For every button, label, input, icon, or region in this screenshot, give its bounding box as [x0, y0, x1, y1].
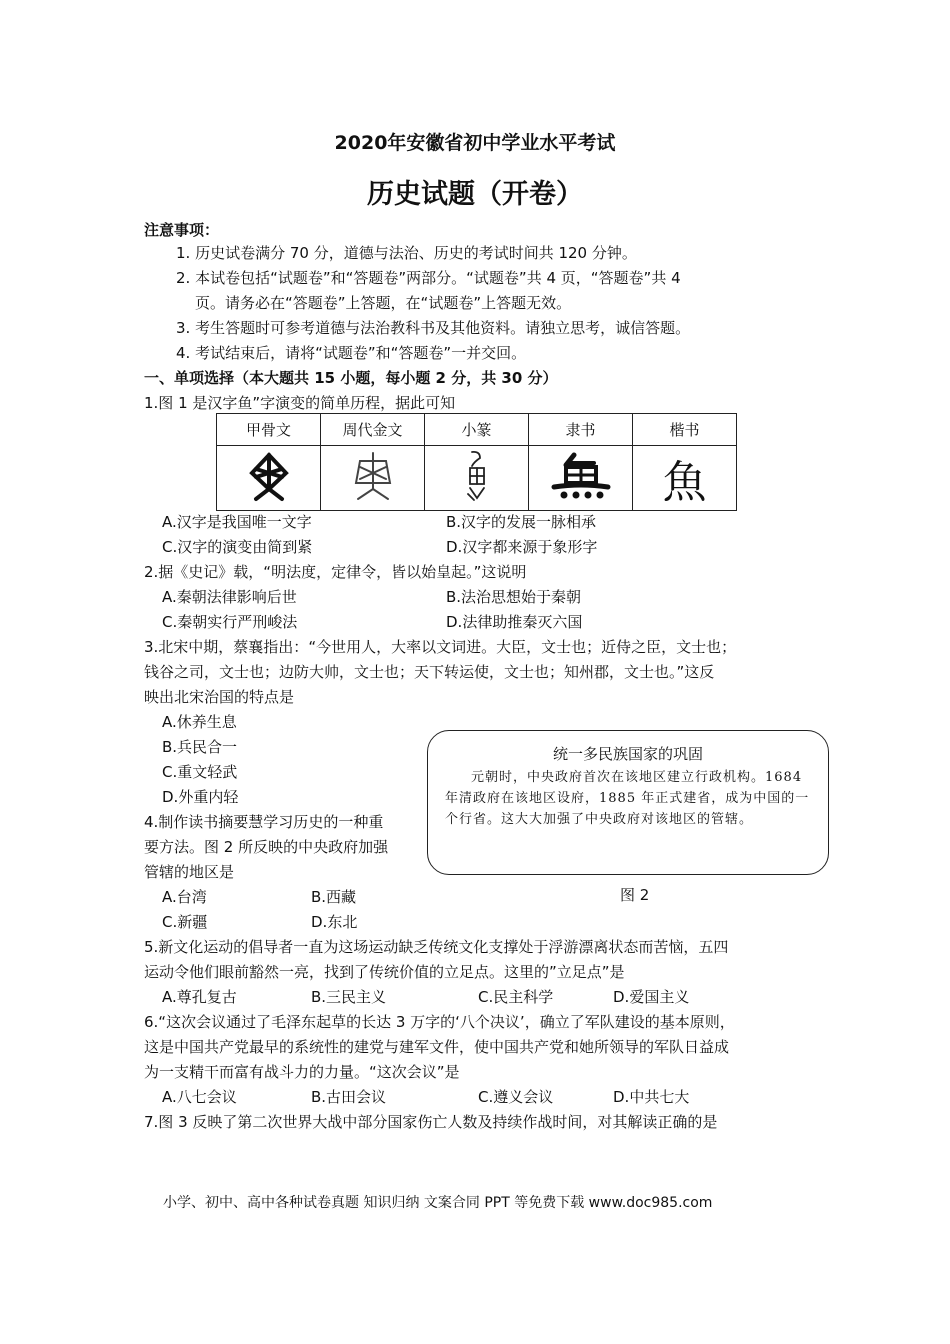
q5-option-b: B.三民主义: [311, 988, 387, 1006]
q6-stem-line-2: 这是中国共产党最早的系统性的建党与建军文件，使中国共产党和她所领导的军队日益成: [144, 1038, 730, 1056]
q5-stem-line-2: 运动令他们眼前豁然一亮，找到了传统价值的立足点。这里的”立足点”是: [144, 963, 625, 981]
header-clerical: 隶书: [529, 414, 633, 446]
notice-heading: 注意事项：: [144, 221, 220, 239]
notice-item-3: 3. 考生答题时可参考道德与法治教科书及其他资料。请独立思考，诚信答题。: [176, 319, 691, 337]
q1-option-a: A.汉字是我国唯一文字: [162, 513, 312, 531]
q3-stem-line-3: 映出北宋治国的特点是: [144, 688, 295, 706]
page-footer: 小学、初中、高中各种试卷真题 知识归纳 文案合同 PPT 等免费下载 www.doc985.com: [163, 1195, 713, 1211]
q2-option-a: A.秦朝法律影响后世: [162, 588, 297, 606]
fish-small-seal-glyph: [450, 448, 504, 504]
q4-option-c: C.新疆: [162, 913, 208, 931]
q3-stem-line-2: 钱谷之司，文士也；边防大帅，文士也；天下转运使，文士也；知州郡，文士也。”这反: [144, 663, 715, 681]
q2-option-c: C.秦朝实行严刑峻法: [162, 613, 298, 631]
q3-option-c: C.重文轻武: [162, 763, 238, 781]
q6-stem-line-1: 6.“这次会议通过了毛泽东起草的长达 3 万字的‘八个决议’，确立了军队建设的基本原则，: [144, 1013, 735, 1031]
q1-option-b: B.汉字的发展一脉相承: [446, 513, 597, 531]
header-bronze: 周代金文: [321, 414, 425, 446]
q5-option-a: A.尊孔复古: [162, 988, 237, 1006]
figure-2-text: 元朝时，中央政府首次在该地区建立行政机构。1684 年清政府在该地区设府，1885 年正式建省，成为中国的一个行省。这大大加强了中央政府对该地区的管辖。: [445, 770, 810, 827]
glyph-oracle-bone: [217, 446, 321, 511]
glyph-small-seal: [425, 446, 529, 511]
q4-option-d: D.东北: [311, 913, 358, 931]
figure-2-box: [427, 730, 829, 875]
q4-option-b: B.西藏: [311, 888, 357, 906]
fish-oracle-bone-glyph: [242, 449, 296, 503]
q5-option-c: C.民主科学: [478, 988, 554, 1006]
notice-item-1: 1. 历史试卷满分 70 分，道德与法治、历史的考试时间共 120 分钟。: [176, 244, 637, 262]
q2-option-b: B.法治思想始于秦朝: [446, 588, 582, 606]
notice-item-4: 4. 考试结束后，请将“试题卷”和“答题卷”一并交回。: [176, 344, 527, 362]
q3-option-d: D.外重内轻: [162, 788, 239, 806]
q6-option-b: B.古田会议: [311, 1088, 387, 1106]
notice-item-2-cont: 页。请务必在“答题卷”上答题，在“试题卷”上答题无效。: [195, 294, 572, 312]
q6-option-c: C.遵义会议: [478, 1088, 554, 1106]
q5-stem-line-1: 5.新文化运动的倡导者一直为这场运动缺乏传统文化支撑处于浮游漂离状态而苦恼，五四: [144, 938, 729, 956]
q1-option-d: D.汉字都来源于象形字: [446, 538, 598, 556]
header-regular: 楷书: [633, 414, 737, 446]
section-heading: 一、单项选择（本大题共 15 小题，每小题 2 分，共 30 分）: [144, 369, 558, 387]
q2-option-d: D.法律助推秦灭六国: [446, 613, 583, 631]
q3-option-a: A.休养生息: [162, 713, 237, 731]
q5-option-d: D.爱国主义: [613, 988, 690, 1006]
notice-item-2: 2. 本试卷包括“试题卷”和“答题卷”两部分。“试题卷”共 4 页，“答题卷”共 4: [176, 269, 681, 287]
glyph-clerical: [529, 446, 633, 511]
q6-option-a: A.八七会议: [162, 1088, 237, 1106]
header-small-seal: 小篆: [425, 414, 529, 446]
glyph-regular: 魚: [633, 446, 737, 511]
q6-option-d: D.中共七大: [613, 1088, 690, 1106]
q1-option-c: C.汉字的演变由简到紧: [162, 538, 313, 556]
q7-stem: 7.图 3 反映了第二次世界大战中部分国家伤亡人数及持续作战时间，对其解读正确的是: [144, 1113, 718, 1131]
q4-stem-line-1: 4.制作读书摘要慧学习历史的一种重: [144, 813, 384, 831]
q4-stem-line-2: 要方法。图 2 所反映的中央政府加强: [144, 838, 389, 856]
figure-2-caption: 图 2: [620, 886, 650, 904]
q2-stem: 2.据《史记》载，“明法度，定律令，皆以始皇起。”这说明: [144, 563, 527, 581]
exam-subtitle: 历史试题（开卷）: [367, 179, 583, 210]
fish-bronze-glyph: [346, 449, 400, 503]
figure-2-title: 统一多民族国家的巩固: [552, 745, 703, 763]
q4-stem-line-3: 管辖的地区是: [144, 863, 235, 881]
fish-clerical-glyph: [546, 451, 616, 501]
glyph-bronze: [321, 446, 425, 511]
character-evolution-table: [216, 413, 737, 511]
q3-option-b: B.兵民合一: [162, 738, 238, 756]
exam-title: 2020年安徽省初中学业水平考试: [334, 132, 616, 154]
header-oracle-bone: 甲骨文: [217, 414, 321, 446]
q6-stem-line-3: 为一支精干而富有战斗力的力量。“这次会议”是: [144, 1063, 460, 1081]
q3-stem-line-1: 3.北宋中期，蔡襄指出：“今世用人，大率以文词进。大臣，文士也；近侍之臣，文士也；: [144, 638, 737, 656]
q4-option-a: A.台湾: [162, 888, 207, 906]
q1-stem: 1.图 1 是汉字鱼”字演变的简单历程，据此可知: [144, 394, 456, 412]
